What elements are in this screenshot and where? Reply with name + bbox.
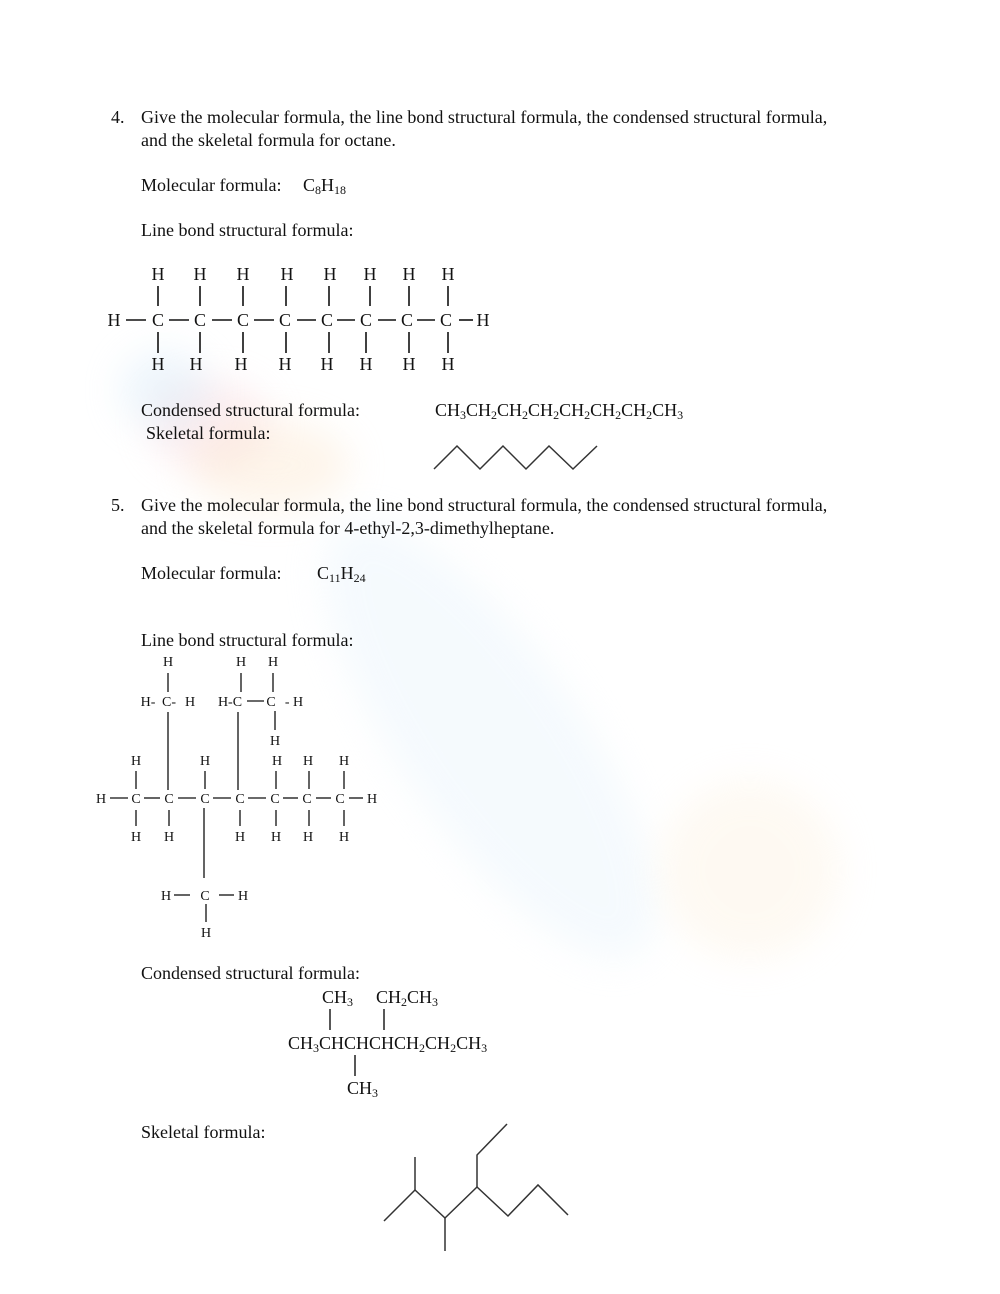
svg-text:C: C bbox=[400, 310, 414, 330]
formula-group: CH bbox=[621, 400, 647, 420]
formula-group: CH bbox=[590, 400, 616, 420]
svg-text:C: C bbox=[151, 310, 165, 330]
svg-text:H: H bbox=[235, 655, 247, 670]
svg-text:H: H bbox=[359, 354, 373, 374]
svg-text:H: H bbox=[302, 830, 314, 845]
svg-text:H: H bbox=[95, 792, 107, 807]
svg-text:C: C bbox=[235, 792, 245, 807]
formula-subscript: 2 bbox=[450, 1041, 457, 1055]
formula-element: H bbox=[321, 175, 335, 195]
svg-text:H: H bbox=[338, 830, 350, 845]
watermark-blob bbox=[267, 475, 713, 1004]
formula-group: CH bbox=[466, 400, 492, 420]
formula-subscript: 2 bbox=[584, 408, 591, 422]
svg-text:H: H bbox=[402, 264, 416, 284]
question-text-line1: Give the molecular formula, the line bond structural formula, the condensed structural formula, bbox=[141, 107, 828, 127]
formula-group: CH bbox=[288, 1033, 314, 1053]
svg-text:C-: C- bbox=[162, 695, 176, 710]
formula-subscript: 2 bbox=[553, 408, 560, 422]
svg-text:- H: - H bbox=[284, 695, 304, 710]
svg-text:H: H bbox=[269, 734, 281, 749]
svg-text:C: C bbox=[200, 792, 210, 807]
formula-subscript: 11 bbox=[329, 571, 341, 585]
condensed-branch-top-left bbox=[322, 986, 353, 1008]
svg-text:H: H bbox=[200, 926, 212, 941]
svg-text:C: C bbox=[302, 792, 312, 807]
formula-subscript: 3 bbox=[481, 1041, 488, 1055]
svg-text:H: H bbox=[338, 754, 350, 769]
svg-text:H: H bbox=[271, 754, 283, 769]
formula-subscript: 2 bbox=[522, 408, 529, 422]
line-bond-label: Line bond structural formula: bbox=[141, 220, 354, 240]
svg-text:H: H bbox=[234, 830, 246, 845]
svg-text:H: H bbox=[441, 264, 455, 284]
formula-subscript: 3 bbox=[677, 408, 684, 422]
svg-text:H: H bbox=[302, 754, 314, 769]
formula-group: CH bbox=[347, 1078, 373, 1098]
svg-text:H: H bbox=[162, 655, 174, 670]
formula-subscript: 2 bbox=[615, 408, 622, 422]
svg-text:H: H bbox=[199, 754, 211, 769]
svg-text:H: H bbox=[236, 264, 250, 284]
skeletal-formula-label: Skeletal formula: bbox=[141, 1122, 266, 1142]
svg-text:H: H bbox=[234, 354, 248, 374]
svg-text:H: H bbox=[184, 695, 196, 710]
question-number: 4. bbox=[111, 107, 125, 127]
svg-text:H: H bbox=[267, 655, 279, 670]
formula-group: CH bbox=[425, 1033, 451, 1053]
condensed-formula-value bbox=[435, 399, 683, 421]
svg-text:C: C bbox=[131, 792, 141, 807]
formula-group: CH bbox=[435, 400, 461, 420]
formula-subscript: 24 bbox=[353, 571, 366, 585]
svg-text:H: H bbox=[323, 264, 337, 284]
svg-text:H: H bbox=[163, 830, 175, 845]
formula-group: CH bbox=[376, 987, 402, 1007]
molecular-formula-label: Molecular formula: bbox=[141, 175, 282, 195]
formula-group: CH bbox=[559, 400, 585, 420]
svg-text:H: H bbox=[476, 310, 490, 330]
formula-subscript: 3 bbox=[372, 1086, 379, 1100]
formula-element: C bbox=[317, 563, 330, 583]
formula-subscript: 2 bbox=[401, 995, 408, 1009]
formula-subscript: 2 bbox=[646, 408, 653, 422]
molecular-formula-value bbox=[317, 562, 366, 584]
svg-text:C: C bbox=[193, 310, 207, 330]
svg-text:H: H bbox=[366, 792, 378, 807]
question-text-line2: and the skeletal formula for 4-ethyl-2,3-dimethylheptane. bbox=[141, 518, 555, 538]
svg-text:C: C bbox=[335, 792, 345, 807]
formula-subscript: 2 bbox=[419, 1041, 426, 1055]
formula-group: CH bbox=[407, 987, 433, 1007]
svg-text:H-: H- bbox=[140, 695, 156, 710]
svg-text:C: C bbox=[320, 310, 334, 330]
svg-text:H: H bbox=[441, 354, 455, 374]
svg-text:H: H bbox=[320, 354, 334, 374]
formula-subscript: 3 bbox=[347, 995, 354, 1009]
svg-text:H: H bbox=[151, 264, 165, 284]
svg-text:H: H bbox=[363, 264, 377, 284]
svg-text:H: H bbox=[237, 889, 249, 904]
formula-subscript: 8 bbox=[315, 183, 322, 197]
question-text-line2: and the skeletal formula for octane. bbox=[141, 130, 396, 150]
svg-text:H: H bbox=[278, 354, 292, 374]
svg-text:H: H bbox=[280, 264, 294, 284]
svg-text:C: C bbox=[359, 310, 373, 330]
condensed-formula-label: Condensed structural formula: bbox=[141, 963, 360, 983]
formula-group: CHCHCHCH bbox=[319, 1033, 420, 1053]
line-bond-label: Line bond structural formula: bbox=[141, 630, 354, 650]
svg-text:C: C bbox=[236, 310, 250, 330]
svg-text:H: H bbox=[402, 354, 416, 374]
formula-group: CH bbox=[497, 400, 523, 420]
svg-text:H: H bbox=[130, 830, 142, 845]
svg-text:H: H bbox=[151, 354, 165, 374]
svg-text:H: H bbox=[130, 754, 142, 769]
formula-group: CH bbox=[322, 987, 348, 1007]
condensed-main-chain bbox=[288, 1032, 487, 1054]
svg-text:H: H bbox=[160, 889, 172, 904]
formula-element: H bbox=[340, 563, 354, 583]
svg-text:H-C: H-C bbox=[217, 695, 243, 710]
svg-text:C: C bbox=[164, 792, 174, 807]
svg-text:H: H bbox=[107, 310, 121, 330]
molecular-formula-label: Molecular formula: bbox=[141, 563, 282, 583]
formula-subscript: 3 bbox=[313, 1041, 320, 1055]
skeletal-formula-label: Skeletal formula: bbox=[146, 423, 271, 443]
question-text-line1: Give the molecular formula, the line bond structural formula, the condensed structural formula, bbox=[141, 495, 828, 515]
condensed-branch-bottom bbox=[347, 1077, 378, 1099]
svg-text:C: C bbox=[270, 792, 280, 807]
formula-subscript: 18 bbox=[334, 183, 347, 197]
formula-subscript: 3 bbox=[432, 995, 439, 1009]
formula-element: C bbox=[303, 175, 316, 195]
formula-group: CH bbox=[652, 400, 678, 420]
question-number: 5. bbox=[111, 495, 125, 515]
svg-text:C: C bbox=[278, 310, 292, 330]
svg-text:C: C bbox=[200, 889, 210, 904]
svg-text:H: H bbox=[189, 354, 203, 374]
svg-text:C: C bbox=[266, 695, 276, 710]
condensed-formula-label: Condensed structural formula: bbox=[141, 400, 360, 420]
formula-group: CH bbox=[456, 1033, 482, 1053]
molecular-formula-value bbox=[303, 174, 346, 196]
svg-text:H: H bbox=[193, 264, 207, 284]
watermark-blob bbox=[660, 780, 840, 960]
formula-subscript: 2 bbox=[491, 408, 498, 422]
condensed-branch-top-right bbox=[376, 986, 438, 1008]
svg-text:C: C bbox=[439, 310, 453, 330]
formula-subscript: 3 bbox=[460, 408, 467, 422]
svg-text:H: H bbox=[270, 830, 282, 845]
formula-group: CH bbox=[528, 400, 554, 420]
